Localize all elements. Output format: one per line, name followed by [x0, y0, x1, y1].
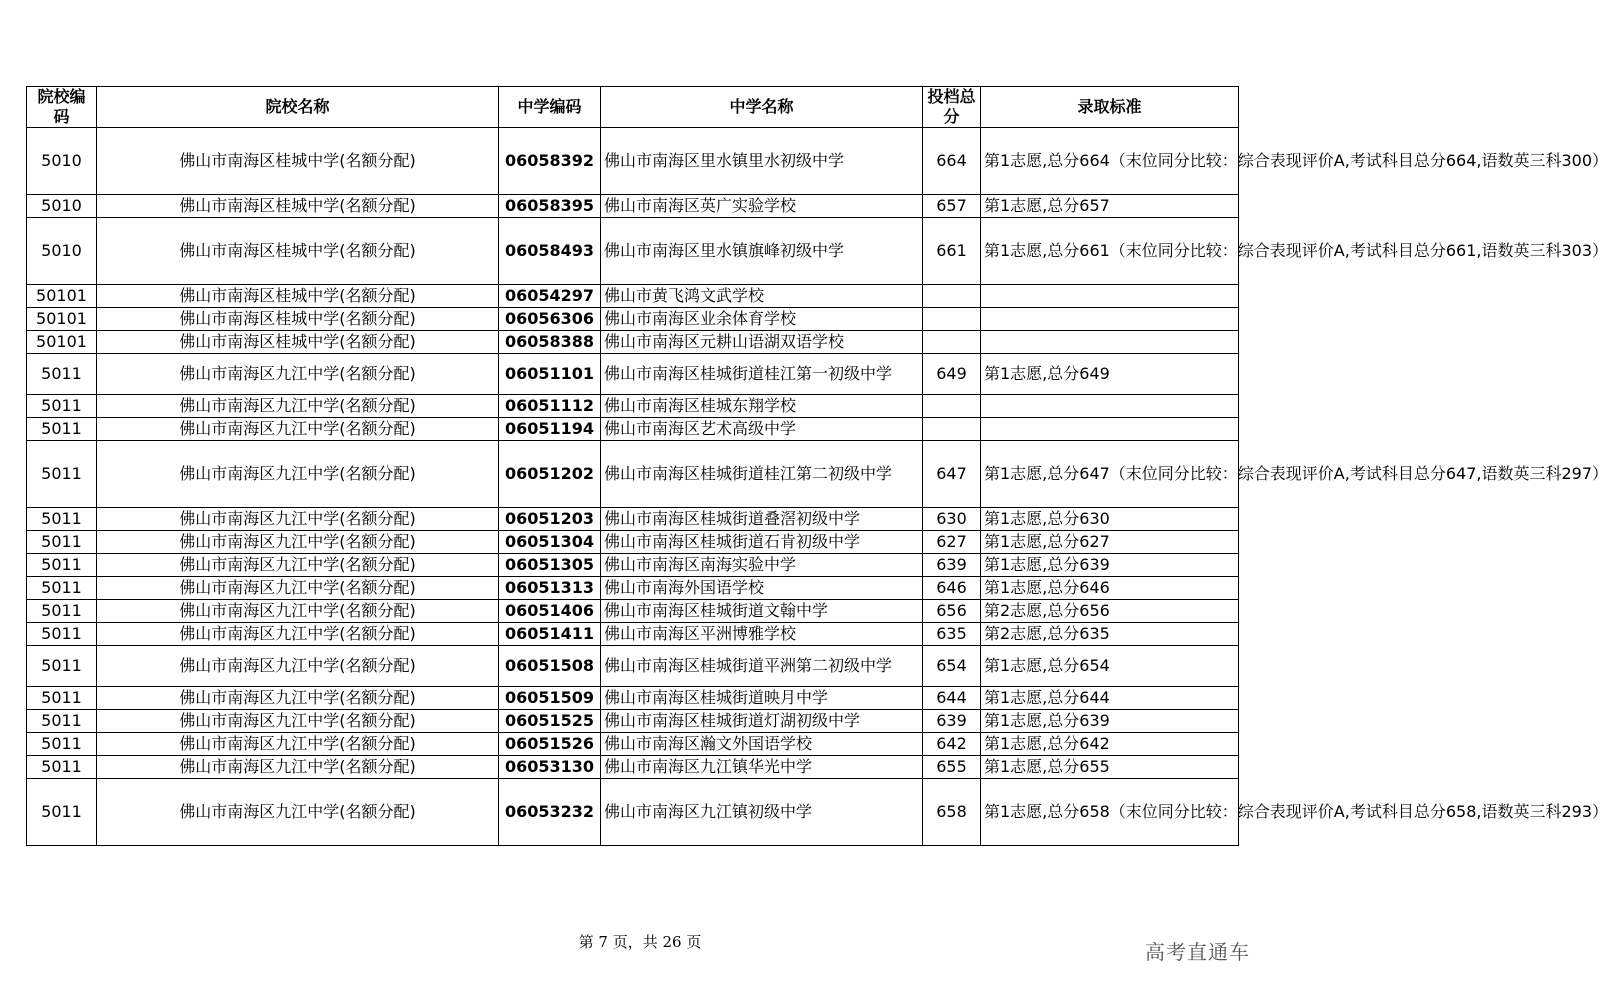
school-code-cell: 5011 — [27, 508, 97, 531]
admission-standard-cell — [981, 395, 1239, 418]
watermark: 高考直通车 — [1145, 940, 1250, 964]
school-name-cell: 佛山市南海区九江中学(名额分配) — [97, 756, 499, 779]
middle-school-name-cell: 佛山市南海区里水镇旗峰初级中学 — [601, 218, 923, 285]
total-score-cell: 658 — [923, 779, 981, 846]
middle-school-code-cell: 06051509 — [499, 687, 601, 710]
admission-standard-cell: 第1志愿,总分647（末位同分比较：综合表现评价A,考试科目总分647,语数英三科297） — [981, 441, 1239, 508]
total-score-cell: 639 — [923, 554, 981, 577]
middle-school-code-cell: 06051525 — [499, 710, 601, 733]
middle-school-name-cell: 佛山市南海区艺术高级中学 — [601, 418, 923, 441]
table-row — [27, 441, 1239, 508]
table-row — [27, 779, 1239, 846]
admission-standard-cell: 第1志愿,总分639 — [981, 554, 1239, 577]
school-name-cell: 佛山市南海区九江中学(名额分配) — [97, 577, 499, 600]
table-row — [27, 195, 1239, 218]
middle-school-name-cell: 佛山市南海区业余体育学校 — [601, 308, 923, 331]
total-score-cell: 630 — [923, 508, 981, 531]
total-score-cell — [923, 285, 981, 308]
middle-school-code-cell: 06051112 — [499, 395, 601, 418]
admission-standard-cell: 第1志愿,总分664（末位同分比较：综合表现评价A,考试科目总分664,语数英三科300） — [981, 128, 1239, 195]
middle-school-name-cell: 佛山市南海区桂城街道文翰中学 — [601, 600, 923, 623]
school-name-cell: 佛山市南海区桂城中学(名额分配) — [97, 195, 499, 218]
middle-school-name-cell: 佛山市南海区英广实验学校 — [601, 195, 923, 218]
middle-school-name-cell: 佛山市南海区桂城街道灯湖初级中学 — [601, 710, 923, 733]
total-score-cell: 644 — [923, 687, 981, 710]
admission-standard-cell: 第1志愿,总分658（末位同分比较：综合表现评价A,考试科目总分658,语数英三科293） — [981, 779, 1239, 846]
middle-school-name-cell: 佛山市南海区南海实验中学 — [601, 554, 923, 577]
school-name-cell: 佛山市南海区九江中学(名额分配) — [97, 623, 499, 646]
total-score-cell: 639 — [923, 710, 981, 733]
school-name-cell: 佛山市南海区桂城中学(名额分配) — [97, 128, 499, 195]
header-middle-school-name: 中学名称 — [601, 87, 923, 128]
admission-standard-cell: 第1志愿,总分644 — [981, 687, 1239, 710]
school-code-cell: 5011 — [27, 600, 97, 623]
school-code-cell: 5011 — [27, 577, 97, 600]
total-score-cell — [923, 418, 981, 441]
table-body — [27, 128, 1608, 846]
middle-school-code-cell: 06058493 — [499, 218, 601, 285]
middle-school-name-cell: 佛山市南海区平洲博雅学校 — [601, 623, 923, 646]
school-code-cell: 5011 — [27, 733, 97, 756]
middle-school-code-cell: 06051304 — [499, 531, 601, 554]
school-code-cell: 5011 — [27, 646, 97, 687]
school-code-cell: 5011 — [27, 756, 97, 779]
middle-school-code-cell: 06051406 — [499, 600, 601, 623]
middle-school-name-cell: 佛山市南海区元耕山语湖双语学校 — [601, 331, 923, 354]
school-name-cell: 佛山市南海区桂城中学(名额分配) — [97, 218, 499, 285]
school-name-cell: 佛山市南海区九江中学(名额分配) — [97, 554, 499, 577]
header-school-name: 院校名称 — [97, 87, 499, 128]
total-score-cell: 642 — [923, 733, 981, 756]
middle-school-name-cell: 佛山市南海区桂城街道映月中学 — [601, 687, 923, 710]
table-header-row — [27, 87, 1239, 128]
table-row — [27, 646, 1239, 687]
school-code-cell: 50101 — [27, 331, 97, 354]
school-name-cell: 佛山市南海区九江中学(名额分配) — [97, 531, 499, 554]
school-code-cell: 5011 — [27, 779, 97, 846]
middle-school-name-cell: 佛山市南海区瀚文外国语学校 — [601, 733, 923, 756]
table-row — [27, 331, 1239, 354]
middle-school-code-cell: 06051508 — [499, 646, 601, 687]
table-row — [27, 600, 1239, 623]
school-name-cell: 佛山市南海区九江中学(名额分配) — [97, 418, 499, 441]
total-score-cell: 646 — [923, 577, 981, 600]
header-middle-school-code: 中学编码 — [499, 87, 601, 128]
middle-school-code-cell: 06051203 — [499, 508, 601, 531]
middle-school-name-cell: 佛山市南海区桂城街道平洲第二初级中学 — [601, 646, 923, 687]
table-row — [27, 285, 1239, 308]
middle-school-code-cell: 06058395 — [499, 195, 601, 218]
table-row — [27, 418, 1239, 441]
middle-school-name-cell: 佛山市南海区桂城街道叠滘初级中学 — [601, 508, 923, 531]
table-row — [27, 710, 1239, 733]
middle-school-name-cell: 佛山市南海区九江镇初级中学 — [601, 779, 923, 846]
middle-school-code-cell: 06051305 — [499, 554, 601, 577]
school-code-cell: 50101 — [27, 285, 97, 308]
school-code-cell: 5011 — [27, 441, 97, 508]
school-code-cell: 5011 — [27, 710, 97, 733]
admission-standard-cell: 第1志愿,总分646 — [981, 577, 1239, 600]
table-row — [27, 395, 1239, 418]
total-score-cell — [923, 331, 981, 354]
middle-school-code-cell: 06053130 — [499, 756, 601, 779]
school-name-cell: 佛山市南海区九江中学(名额分配) — [97, 687, 499, 710]
table-row — [27, 623, 1239, 646]
table-row — [27, 531, 1239, 554]
middle-school-code-cell: 06054297 — [499, 285, 601, 308]
table-row — [27, 508, 1239, 531]
total-score-cell: 649 — [923, 354, 981, 395]
admission-standard-cell: 第1志愿,总分649 — [981, 354, 1239, 395]
admission-standard-cell: 第1志愿,总分654 — [981, 646, 1239, 687]
middle-school-code-cell: 06058392 — [499, 128, 601, 195]
middle-school-code-cell: 06051526 — [499, 733, 601, 756]
admission-standard-cell: 第2志愿,总分635 — [981, 623, 1239, 646]
school-name-cell: 佛山市南海区九江中学(名额分配) — [97, 395, 499, 418]
middle-school-code-cell: 06056306 — [499, 308, 601, 331]
school-code-cell: 5011 — [27, 531, 97, 554]
table-row — [27, 554, 1239, 577]
table-row — [27, 308, 1239, 331]
school-code-cell: 5011 — [27, 395, 97, 418]
total-score-cell: 627 — [923, 531, 981, 554]
table-row — [27, 756, 1239, 779]
middle-school-code-cell: 06058388 — [499, 331, 601, 354]
middle-school-name-cell: 佛山市南海区里水镇里水初级中学 — [601, 128, 923, 195]
admission-standard-cell: 第1志愿,总分642 — [981, 733, 1239, 756]
middle-school-name-cell: 佛山市南海区九江镇华光中学 — [601, 756, 923, 779]
school-name-cell: 佛山市南海区桂城中学(名额分配) — [97, 308, 499, 331]
total-score-cell — [923, 308, 981, 331]
total-score-cell: 654 — [923, 646, 981, 687]
admission-standard-cell — [981, 331, 1239, 354]
middle-school-code-cell: 06051202 — [499, 441, 601, 508]
school-code-cell: 5011 — [27, 687, 97, 710]
table-row — [27, 354, 1239, 395]
school-code-cell: 50101 — [27, 308, 97, 331]
table-row — [27, 577, 1239, 600]
total-score-cell: 661 — [923, 218, 981, 285]
total-score-cell: 655 — [923, 756, 981, 779]
total-score-cell: 656 — [923, 600, 981, 623]
middle-school-code-cell: 06051313 — [499, 577, 601, 600]
school-code-cell: 5010 — [27, 128, 97, 195]
admission-standard-cell: 第1志愿,总分627 — [981, 531, 1239, 554]
admission-table — [26, 86, 1608, 846]
total-score-cell: 647 — [923, 441, 981, 508]
middle-school-name-cell: 佛山市南海外国语学校 — [601, 577, 923, 600]
middle-school-name-cell: 佛山市南海区桂城街道石肯初级中学 — [601, 531, 923, 554]
admission-standard-cell: 第1志愿,总分657 — [981, 195, 1239, 218]
school-code-cell: 5011 — [27, 554, 97, 577]
admission-standard-cell: 第1志愿,总分661（末位同分比较：综合表现评价A,考试科目总分661,语数英三科303） — [981, 218, 1239, 285]
school-name-cell: 佛山市南海区九江中学(名额分配) — [97, 354, 499, 395]
total-score-cell: 657 — [923, 195, 981, 218]
school-name-cell: 佛山市南海区九江中学(名额分配) — [97, 508, 499, 531]
school-name-cell: 佛山市南海区九江中学(名额分配) — [97, 733, 499, 756]
middle-school-code-cell: 06051101 — [499, 354, 601, 395]
school-name-cell: 佛山市南海区桂城中学(名额分配) — [97, 331, 499, 354]
table-row — [27, 687, 1239, 710]
school-name-cell: 佛山市南海区九江中学(名额分配) — [97, 710, 499, 733]
admission-standard-cell: 第1志愿,总分639 — [981, 710, 1239, 733]
total-score-cell: 664 — [923, 128, 981, 195]
school-code-cell: 5011 — [27, 354, 97, 395]
middle-school-name-cell: 佛山市南海区桂城东翔学校 — [601, 395, 923, 418]
school-code-cell: 5011 — [27, 418, 97, 441]
middle-school-code-cell: 06051194 — [499, 418, 601, 441]
school-code-cell: 5011 — [27, 623, 97, 646]
school-code-cell: 5010 — [27, 218, 97, 285]
admission-standard-cell: 第2志愿,总分656 — [981, 600, 1239, 623]
school-name-cell: 佛山市南海区桂城中学(名额分配) — [97, 285, 499, 308]
middle-school-code-cell: 06053232 — [499, 779, 601, 846]
admission-standard-cell — [981, 308, 1239, 331]
page-number: 第 7 页，共 26 页 — [578, 933, 702, 951]
header-total-score: 投档总分 — [923, 87, 981, 128]
header-school-code: 院校编码 — [27, 87, 97, 128]
middle-school-code-cell: 06051411 — [499, 623, 601, 646]
table-row — [27, 218, 1239, 285]
table-row — [27, 128, 1239, 195]
school-name-cell: 佛山市南海区九江中学(名额分配) — [97, 600, 499, 623]
school-name-cell: 佛山市南海区九江中学(名额分配) — [97, 646, 499, 687]
total-score-cell — [923, 395, 981, 418]
middle-school-name-cell: 佛山市南海区桂城街道桂江第一初级中学 — [601, 354, 923, 395]
admission-standard-cell: 第1志愿,总分655 — [981, 756, 1239, 779]
header-admission-standard: 录取标准 — [981, 87, 1239, 128]
school-name-cell: 佛山市南海区九江中学(名额分配) — [97, 441, 499, 508]
school-code-cell: 5010 — [27, 195, 97, 218]
admission-standard-cell — [981, 285, 1239, 308]
total-score-cell: 635 — [923, 623, 981, 646]
middle-school-name-cell: 佛山市黄飞鸿文武学校 — [601, 285, 923, 308]
admission-standard-cell — [981, 418, 1239, 441]
admission-standard-cell: 第1志愿,总分630 — [981, 508, 1239, 531]
school-name-cell: 佛山市南海区九江中学(名额分配) — [97, 779, 499, 846]
middle-school-name-cell: 佛山市南海区桂城街道桂江第二初级中学 — [601, 441, 923, 508]
table-row — [27, 733, 1239, 756]
